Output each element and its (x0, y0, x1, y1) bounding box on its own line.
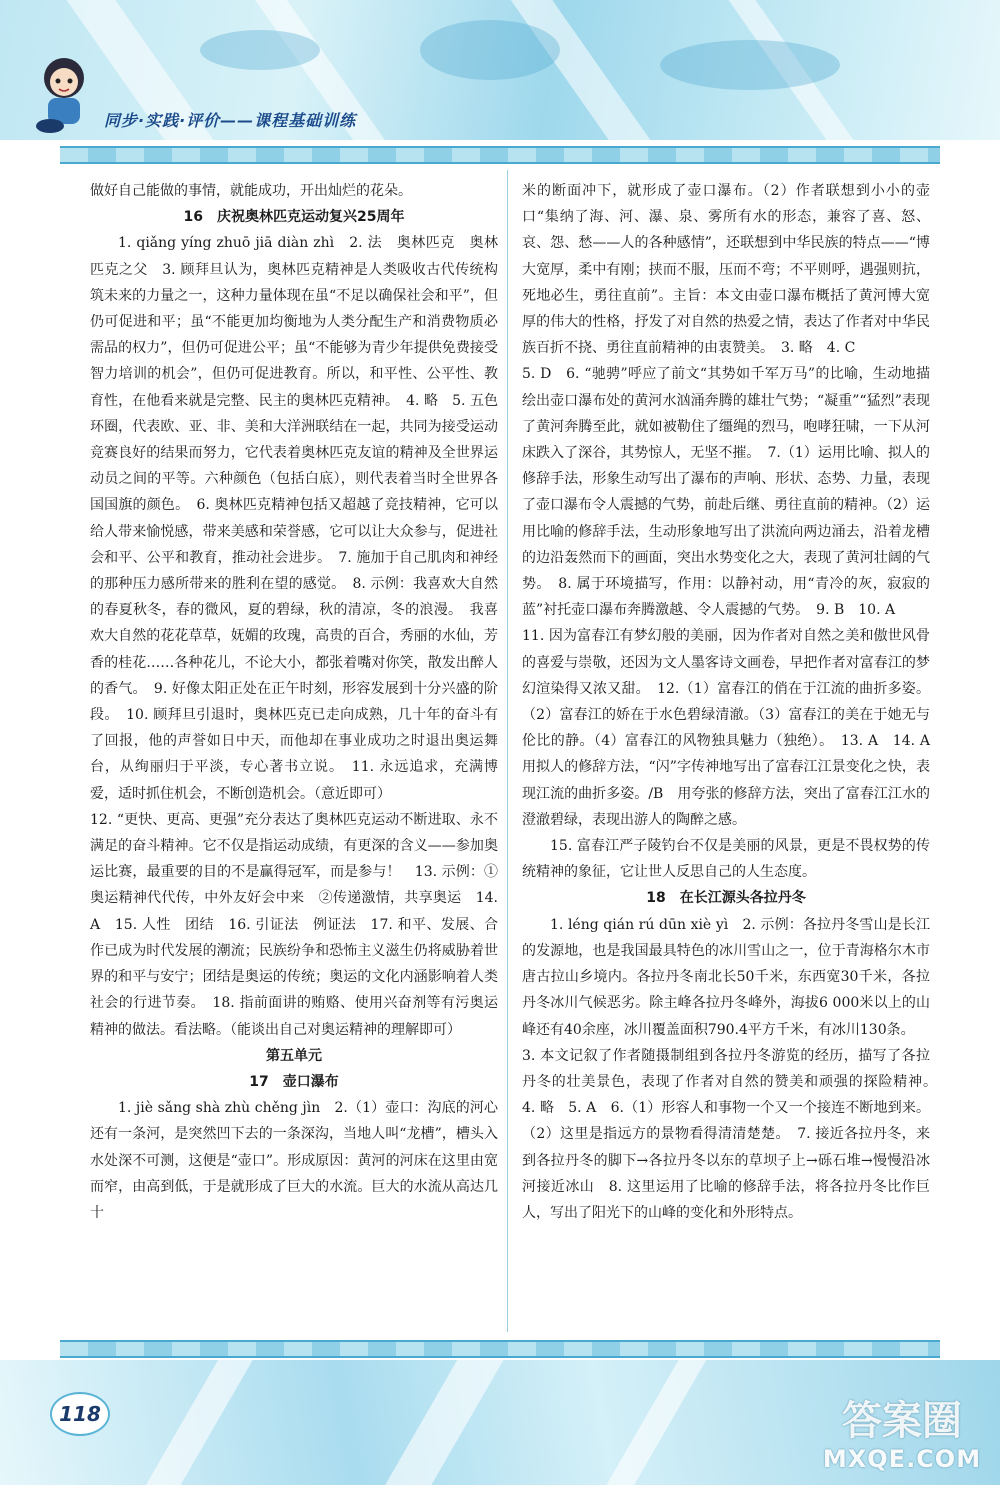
paragraph: 5. D 6. “驰骋”呼应了前文“其势如千军万马”的比喻，生动地描绘出壶口瀑布处的黄河水汹涌奔腾的雄壮气势；“凝重”“猛烈”表现了黄河奔腾至此，就如被勒住了缰绳的烈马，咆哮狂啸，一下从河床跌入了深谷，其势惊人，无坚不摧。 7.（1）运用比喻、拟人的修辞手法，形象生动写出了瀑布的声响、形状、态势、力量，表现了壶口瀑布令人震撼的气势，前赴后继、勇往直前的精神。（2）运用比喻的修辞手法，生动形象地写出了洪流向两边涌去，沿着龙槽的边沿轰然而下的画面，突出水势变化之大，表现了黄河壮阔的气势。 8. 属于环境描写，作用：以静衬动，用“青冷的灰，寂寂的蓝”衬托壶口瀑布奔腾激越、令人震撼的气势。 9. B 10. A (522, 366, 930, 619)
watermark-logo (812, 1398, 992, 1480)
paragraph: 11. 因为富春江有梦幻般的美丽，因为作者对自然之美和傲世风骨的喜爱与崇敬，还因为文人墨客诗文画卷，早把作者对富春江的梦幻渲染得又浓又甜。 12.（1）富春江的俏在于江流的曲折多姿。（2）富春江的娇在于水色碧绿清澈。（3）富春江的美在于她无与伦比的静。（4）富春江的风物独具魅力（独绝）。 13. A 14. A 用拟人的修辞方法，“闪”字传神地写出了富春江江景变化之快，表现江流的曲折多姿。/B 用夸张的修辞方法，突出了富春江江水的澄澈碧绿，表现出游人的陶醉之感。 (522, 628, 944, 828)
unit-heading: 第五单元 (266, 1047, 322, 1064)
top-divider (60, 146, 940, 164)
section-heading: 17 壶口瀑布 (249, 1073, 339, 1090)
paragraph: 做好自己能做的事情，就能成功，开出灿烂的花朵。 (90, 183, 412, 199)
left-column (90, 178, 498, 1226)
section-heading: 18 在长江源头各拉丹冬 (646, 890, 806, 907)
mascot-illustration (30, 52, 98, 134)
section-heading: 16 庆祝奥林匹克运动复兴25周年 (183, 209, 405, 226)
page-number: 118 (50, 1392, 110, 1436)
paragraph: 1. léng qián rú dūn xiè yì 2. 示例：各拉丹冬雪山是长江的发源地，也是我国最具特色的冰川雪山之一，位于青海格尔木市唐古拉山乡境内。各拉丹冬南北长50千米，东西宽30千米，各拉丹冬冰川气候恶劣。除主峰各拉丹冬峰外，海拔6 000米以上的山峰还有40余座，冰川覆盖面积790.4平方千米，有冰川130条。 (522, 916, 930, 1038)
paragraph: 米的断面冲下，就形成了壶口瀑布。（2）作者联想到小小的壶口“集纳了海、河、瀑、泉、雾所有水的形态，兼容了喜、怒、哀、怨、愁——人的各种感情”，还联想到中华民族的特点——“博大宽厚，柔中有刚；挟而不服，压而不弯；不平则呼，遇强则抗，死地必生，勇往直前”。主旨：本文由壶口瀑布概括了黄河博大宽厚的伟大的性格，抒发了对自然的热爱之情，表达了作者对中华民族百折不挠、勇往直前精神的由衷赞美。 3. 略 4. C (522, 183, 930, 357)
right-column (522, 178, 944, 1226)
paragraph: 3. 本文记叙了作者随摄制组到各拉丹冬游览的经历，描写了各拉丹冬的壮美景色，表现了作者对自然的赞美和顽强的探险精神。 4. 略 5. A 6.（1）形容人和事物一个又一个接连不断地到来。（2）这里是指远方的景物看得清清楚楚。 7. 接近各拉丹冬，来到各拉丹冬的脚下→各拉丹冬以东的草坝子上→砾石堆→慢慢沿冰河接近冰山 8. 这里运用了比喻的修辞手法，将各拉丹冬比作巨人，写出了阳光下的山峰的变化和外形特点。 (522, 1047, 944, 1221)
bottom-divider (60, 1340, 940, 1358)
column-divider (507, 170, 508, 1332)
watermark-url: MXQE.COM (822, 1445, 982, 1473)
paragraph: 15. 富春江严子陵钓台不仅是美丽的风景，更是不畏权势的传统精神的象征，它让世人反思自己的人生态度。 (522, 838, 930, 881)
paragraph: 12. “更快、更高、更强”充分表达了奥林匹克运动不断进取、永不满足的奋斗精神。它不仅是指运动成绩，有更深的含义——参加奥运比赛，最重要的目的不是赢得冠军，而是参与！ 13. 示例：①奥运精神代代传，中外友好会中来 ②传递激情，共享奥运 14. A 15. 人性 团结 16. 引证法 例证法 17. 和平、发展、合作已成为时代发展的潮流；民族纷争和恐怖主义滋生仍将威胁着世界的和平与安宁；团结是奥运的传统；奥运的文化内涵影响着人类社会的行进节奏。 18. 指前面讲的贿赂、使用兴奋剂等有污奥运精神的做法。看法略。（能谈出自己对奥运精神的理解即可） (90, 811, 498, 1038)
series-title: 同步·实践·评价——课程基础训练 (104, 111, 357, 130)
paragraph: 1. qiǎng yíng zhuō jiā diàn zhì 2. 法 奥林匹克 奥林匹克之父 3. 顾拜旦认为，奥林匹克精神是人类吸收古代传统构筑未来的力量之一，这种力量体现在虽“不足以确保社会和平”，但仍可促进和平；虽“不能更加均衡地为人类分配生产和消费物质必需品的权力”，但仍可促进公平；虽“不能够为青少年提供免费接受智力培训的机会”，但仍可促进教育。所以，和平性、公平性、教育性，在他看来就是完整、民主的奥林匹克精神。 4. 略 5. 五色环圈，代表欧、亚、非、美和大洋洲联结在一起，共同为接受运动竞赛良好的结果而努力，它代表着奥林匹克友谊的精神及全世界运动员之间的平等。六种颜色（包括白底），则代表着当时全世界各国国旗的颜色。 6. 奥林匹克精神包括又超越了竞技精神，它可以给人带来愉悦感，带来美感和荣誉感，它可以让大众参与，促进社会和平、公平和教育，推动社会进步。 7. 施加于自己肌肉和神经的那种压力感所带来的胜利在望的感觉。 8. 示例：我喜欢大自然的春夏秋冬，春的微风，夏的碧绿，秋的清凉，冬的浪漫。 我喜欢大自然的花花草草，妩媚的玫瑰，高贵的百合，秀丽的水仙，芳香的桂花……各种花儿，不论大小，都张着嘴对你笑，散发出醉人的香气。 9. 好像太阳正处在正午时刻，形容发展到十分兴盛的阶段。 10. 顾拜旦引退时，奥林匹克已走向成熟，几十年的奋斗有了回报，他的声誉如日中天，而他却在事业成功之时退出奥运舞台，从绚丽归于平淡，专心著书立说。 11. 永远追求，充满博爱，适时抓住机会，不断创造机会。（意近即可） (90, 235, 498, 802)
paragraph: 1. jiè sǎng shà zhù chěng jìn 2.（1）壶口：沟底的河心还有一条河，是突然凹下去的一条深沟，当地人叫“龙槽”，槽头入水处深不可测，这便是“壶口”。形成原因：黄河的河床在这里由宽而窄，由高到低，于是就形成了巨大的水流。巨大的水流从高达几十 (90, 1100, 498, 1221)
watermark-text: 答案圈 (842, 1398, 962, 1444)
